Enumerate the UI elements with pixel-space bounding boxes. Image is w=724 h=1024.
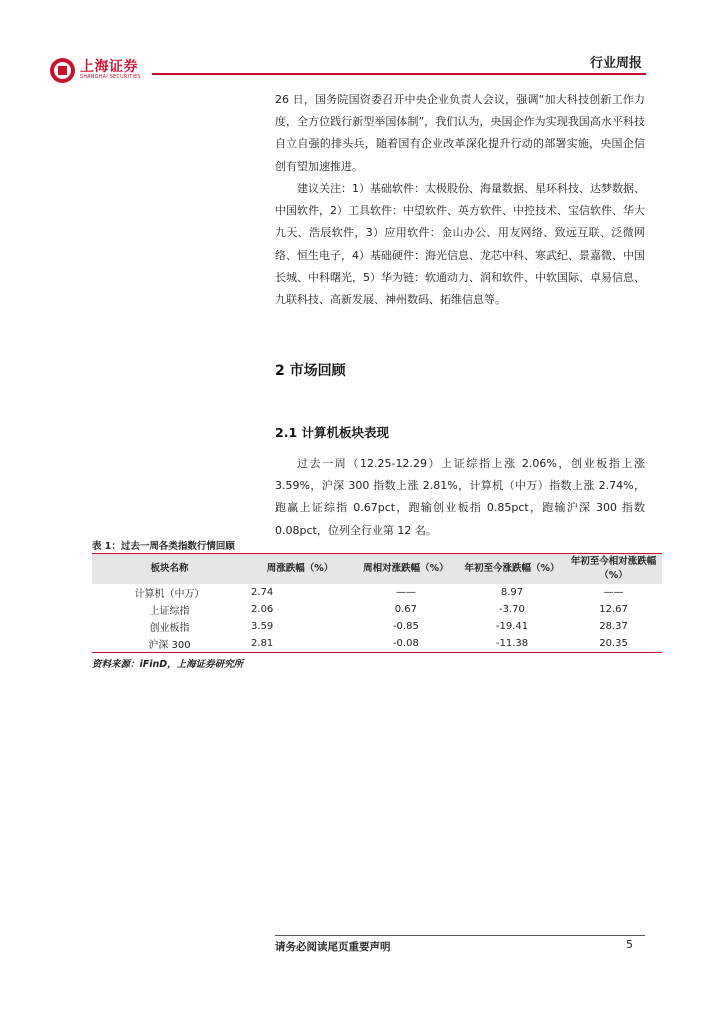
table-header-cell: 板块名称: [92, 554, 247, 585]
table-cell: 12.67: [599, 604, 628, 615]
table-cell: -19.41: [495, 621, 529, 632]
table-cell: 2.74: [251, 587, 274, 598]
table-caption: 表 1：过去一周各类指数行情回顾: [92, 541, 235, 552]
table-cell: 0.67: [394, 604, 418, 615]
page-number: 5: [626, 938, 633, 951]
table-cell: 28.37: [599, 621, 628, 632]
table-cell: 2.06: [251, 604, 274, 615]
table-row: [92, 635, 662, 653]
table-source-note: 资料来源：iFinD，上海证券研究所: [92, 659, 244, 670]
table-cell: -0.85: [392, 621, 419, 632]
table-cell: ——: [395, 587, 416, 598]
table-cell: 创业板指: [149, 623, 190, 634]
section-title: 2 市场回顾: [275, 363, 346, 379]
table-cell: ——: [603, 587, 624, 598]
table-cell: -3.70: [499, 604, 525, 615]
table-header-cell: 周涨跌幅（%）: [247, 554, 353, 585]
table-row: [92, 618, 662, 635]
table-header-cell: 年初至今涨跌幅（%）: [459, 554, 565, 585]
body-paragraph-1: 26 日，国务院国资委召开中央企业负责人会议，强调“加大科技创新工作力度，全方位践行新型举国体制”，我们认为，央国企作为实现我国高水平科技自立自强的排头兵，随着国有企业改革深化提升行动的部署实施，央国企信创有望加速推进。: [275, 93, 645, 173]
header-divider: [152, 73, 646, 75]
logo-mark-icon: [50, 58, 75, 83]
table-row: [92, 601, 662, 618]
table-cell: -11.38: [459, 635, 565, 653]
index-performance-table: [92, 553, 662, 653]
table-cell: 计算机（中万）: [134, 589, 205, 600]
table-cell: 20.35: [565, 635, 662, 653]
logo-text: [80, 60, 141, 81]
disclaimer-note: 请务必阅读尾页重要声明: [275, 941, 391, 953]
footer-divider: [275, 935, 645, 936]
table-cell: 3.59: [251, 621, 274, 632]
table-cell: -0.08: [353, 635, 459, 653]
table-row: [92, 584, 662, 601]
logo-cn-text: 上海证券: [80, 58, 138, 75]
subsection-title: 2.1 计算机板块表现: [275, 425, 389, 440]
table-header-cell: 周相对涨跌幅（%）: [353, 554, 459, 585]
logo-en-text: SHANGHAI SECURITIES: [80, 74, 141, 80]
body-paragraph-3: 过去一周（12.25-12.29）上证综指上涨 2.06%，创业板指上涨 3.59%，沪深 300 指数上涨 2.81%，计算机（中万）指数上涨 2.74%，跑赢上证综指 0.67pct，跑输创业板指 0.85pct，跑输沪深 300 指数 0.08pct，位列全行业第 12 名。: [275, 457, 645, 537]
report-type-title: 行业周报: [589, 56, 642, 71]
company-logo: [50, 55, 141, 85]
table-cell: 8.97: [500, 587, 524, 598]
table-cell: 2.81: [247, 635, 353, 653]
table-header-cell: 年初至今相对涨跌幅（%）: [565, 554, 662, 585]
body-paragraph-2: 建议关注：1）基础软件：太极股份、海量数据、星环科技、达梦数据、中国软件，2）工具软件：中望软件、英方软件、中控技术、宝信软件、华大九天、浩辰软件，3）应用软件：金山办公、用友网络、致远互联、泛微网络、恒生电子，4）基础硬件：海光信息、龙芯中科、寒武纪、景嘉微、中国长城、中科曙光，5）华为链：软通动力、润和软件、中软国际、卓易信息、九联科技、高新发展、神州数码、拓维信息等。: [275, 182, 645, 307]
table-cell: 上证综指: [149, 606, 190, 617]
table-header-row: [92, 554, 662, 585]
table-cell: 沪深 300: [92, 635, 247, 653]
